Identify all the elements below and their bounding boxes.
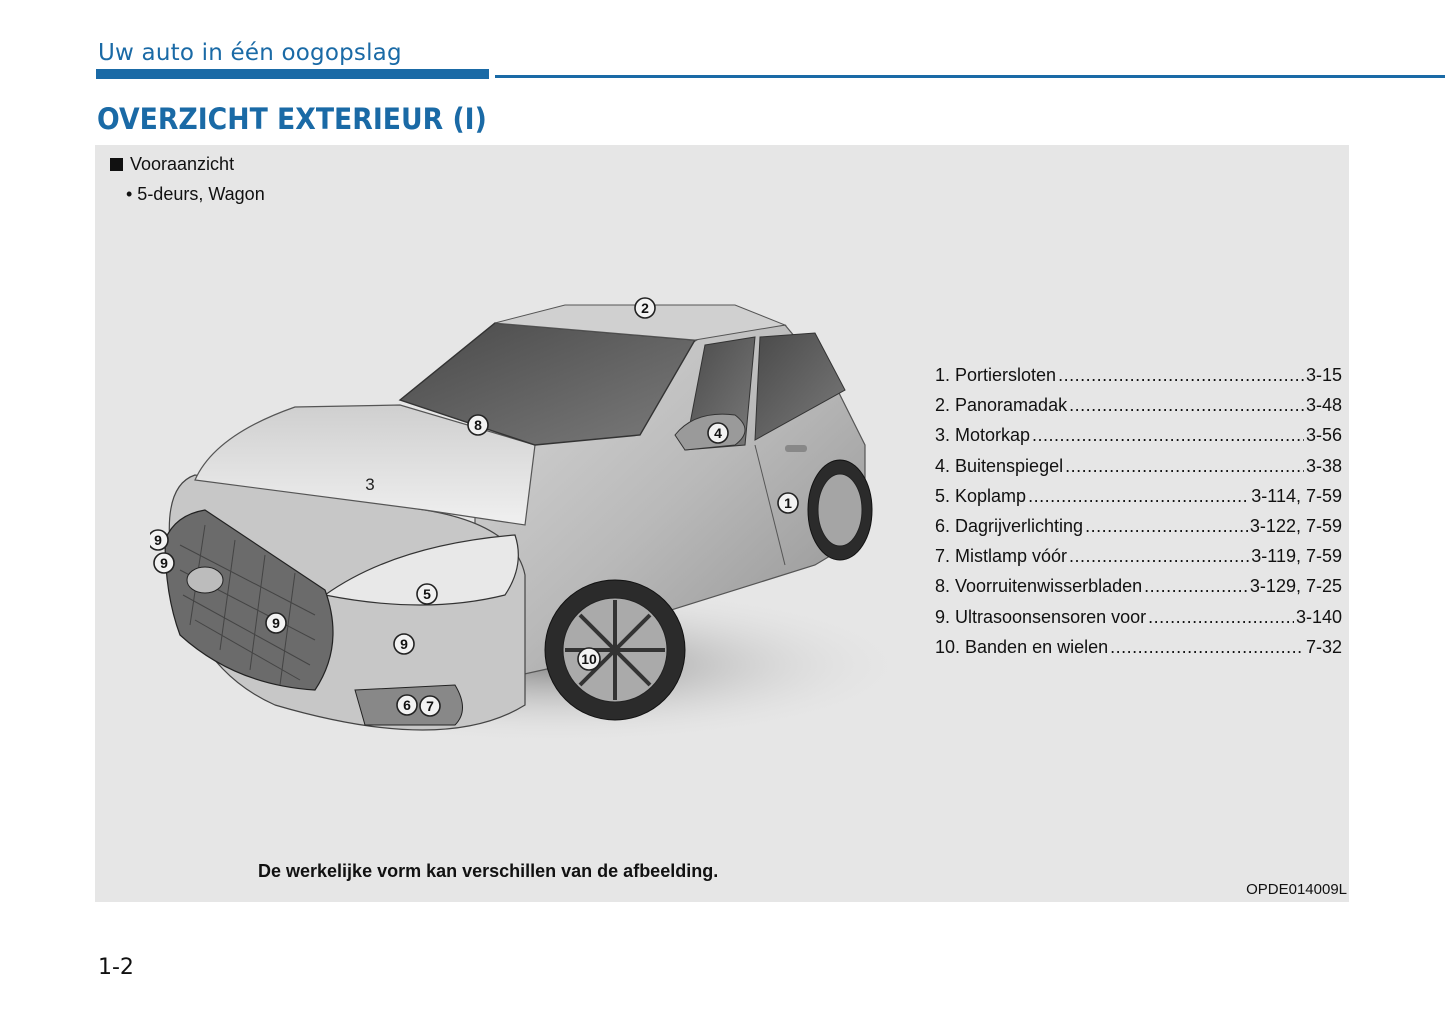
svg-text:9: 9	[272, 615, 280, 631]
view-label	[110, 154, 234, 175]
parts-list-item: 1. Portiersloten ..... 3-15	[935, 365, 1342, 395]
callout-5	[417, 584, 437, 604]
callout-2	[635, 298, 655, 318]
svg-text:10: 10	[581, 651, 597, 667]
section-title: Uw auto in één oogopslag	[98, 40, 402, 66]
callout-9b	[154, 553, 174, 573]
parts-list-item: 7. Mistlamp vóór ..... 3-119, 7-59	[935, 546, 1342, 576]
rear-rim	[818, 474, 862, 546]
callout-8	[468, 415, 488, 435]
front-rim-spokes	[565, 600, 665, 700]
callout-9c	[266, 613, 286, 633]
parts-list	[935, 365, 1342, 667]
image-code: OPDE014009L	[1246, 881, 1347, 898]
svg-text:4: 4	[714, 425, 722, 441]
callout-1	[778, 493, 798, 513]
svg-text:8: 8	[474, 417, 482, 433]
svg-text:9: 9	[160, 555, 168, 571]
svg-text:6: 6	[403, 697, 411, 713]
callout-6	[397, 695, 417, 715]
brand-logo	[187, 567, 223, 593]
parts-list-item: 10. Banden en wielen ..... 7-32	[935, 637, 1342, 667]
svg-text:5: 5	[423, 586, 431, 602]
variant-label: • 5-deurs, Wagon	[126, 184, 265, 204]
door-handle	[785, 445, 807, 452]
parts-list-item: 8. Voorruitenwisserbladen ..... 3-129, 7-25	[935, 576, 1342, 606]
callout-10	[578, 648, 600, 670]
parts-list-item: 6. Dagrijverlichting ..... 3-122, 7-59	[935, 516, 1342, 546]
view-label-text: Vooraanzicht	[130, 154, 235, 174]
svg-text:9: 9	[400, 636, 408, 652]
callout-3: 3	[365, 475, 375, 494]
square-bullet-icon	[110, 158, 123, 171]
parts-list-item: 5. Koplamp ..... 3-114, 7-59	[935, 486, 1342, 516]
page-title: OVERZICHT EXTERIEUR (I)	[97, 102, 487, 136]
svg-text:1: 1	[784, 495, 792, 511]
callout-9d	[394, 634, 414, 654]
header-rule-thick	[96, 69, 489, 79]
callout-9a	[150, 530, 168, 550]
svg-text:9: 9	[154, 532, 162, 548]
callout-7	[420, 696, 440, 716]
callout-4	[708, 423, 728, 443]
illustration-panel	[95, 145, 1349, 902]
header-rule-thin	[495, 75, 1445, 78]
parts-list-item: 2. Panoramadak ..... 3-48	[935, 395, 1342, 425]
parts-list-item: 4. Buitenspiegel ..... 3-38	[935, 456, 1342, 486]
page-number: 1-2	[98, 955, 134, 980]
parts-list-item: 9. Ultrasoonsensoren voor ..... 3-140	[935, 607, 1342, 637]
svg-text:7: 7	[426, 698, 434, 714]
svg-text:2: 2	[641, 300, 649, 316]
car-illustration	[150, 290, 890, 770]
parts-list-item: 3. Motorkap ..... 3-56	[935, 425, 1342, 455]
disclaimer-text: De werkelijke vorm kan verschillen van de afbeelding.	[258, 861, 719, 881]
